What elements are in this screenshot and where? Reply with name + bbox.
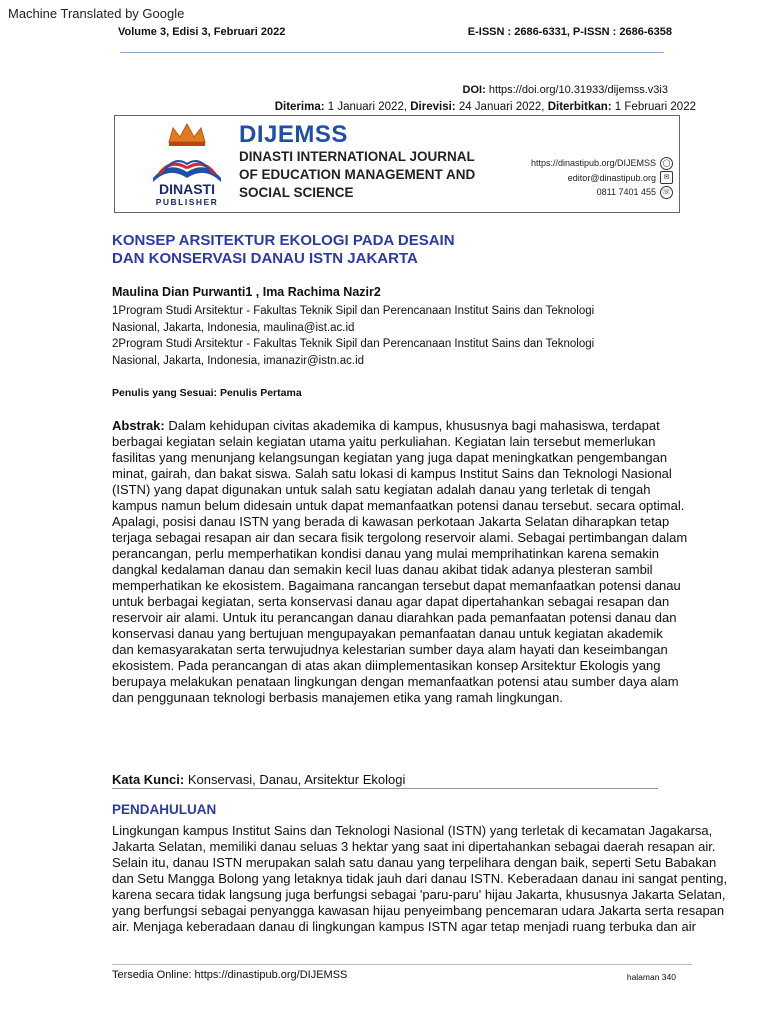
crown-icon bbox=[169, 124, 205, 146]
journal-abbreviation: DIJEMSS bbox=[239, 121, 348, 148]
received-date: 1 Januari 2022, bbox=[324, 101, 411, 113]
affiliation-line: Nasional, Jakarta, Indonesia, maulina@ist.ac.id bbox=[112, 322, 355, 334]
article-title-line1: KONSEP ARSITEKTUR EKOLOGI PADA DESAIN bbox=[112, 232, 455, 249]
keywords-divider bbox=[112, 788, 658, 789]
page-number: halaman 340 bbox=[626, 972, 676, 982]
header-divider bbox=[120, 52, 664, 53]
phone-icon: ☏ bbox=[660, 186, 673, 199]
journal-name-line1: DINASTI INTERNATIONAL JOURNAL bbox=[239, 149, 475, 164]
doi-link[interactable]: https://doi.org/10.31933/dijemss.v3i3 bbox=[485, 84, 668, 96]
journal-website[interactable]: https://dinastipub.org/DIJEMSS bbox=[530, 158, 656, 168]
keywords-label: Kata Kunci: bbox=[112, 772, 185, 787]
corresponding-author: Penulis yang Sesuai: Penulis Pertama bbox=[112, 387, 302, 399]
book-icon bbox=[153, 161, 221, 182]
journal-banner bbox=[114, 115, 680, 213]
globe-icon: ◯ bbox=[660, 157, 673, 170]
dinasti-publisher-logo bbox=[139, 120, 235, 208]
journal-phone: 0811 7401 455 bbox=[596, 187, 656, 197]
revised-date: 24 Januari 2022, bbox=[455, 101, 548, 113]
published-label: Diterbitkan: bbox=[547, 101, 612, 113]
abstract bbox=[112, 418, 688, 706]
footer-divider bbox=[112, 964, 692, 965]
received-label: Diterima: bbox=[274, 101, 325, 113]
logo-subtext: PUBLISHER bbox=[155, 197, 219, 207]
affiliation-line: 2Program Studi Arsitektur - Fakultas Teknik Sipil dan Perencanaan Institut Sains dan Teknologi bbox=[112, 338, 595, 350]
article-authors: Maulina Dian Purwanti1 , Ima Rachima Nazir2 bbox=[112, 285, 381, 299]
article-title-line2: DAN KONSERVASI DANAU ISTN JAKARTA bbox=[112, 250, 418, 267]
introduction-text: Lingkungan kampus Institut Sains dan Teknologi Nasional (ISTN) yang terletak di kecamatan Jagakarsa, Jakarta Selatan, memiliki danau seluas 3 hektar yang saat ini dipertahankan sebagai daerah resapan air. Selain itu, danau ISTN merupakan salah satu danau yang terpelihara dengan baik, seperti Setu Babakan dan Setu Mangga Bolong yang letaknya tidak jauh dari danau ISTN. Keberadaan danau ini sangat penting, karena secara tidak langsung juga berfungsi sebagai 'paru-paru' hijau Jakarta, khususnya Jakarta Selatan, yang berfungsi sebagai penyangga kawasan hijau penyeimbang pencemaran udara Jakarta serta resapan air. Menjaga keberadaan danau di lingkungan kampus ISTN agar tetap menjadi ruang terbuka dan air bbox=[112, 823, 728, 934]
footer-availability[interactable]: Tersedia Online: https://dinastipub.org/DIJEMSS bbox=[112, 969, 348, 981]
journal-email[interactable]: editor@dinastipub.org bbox=[567, 172, 656, 183]
published-date: 1 Februari 2022 bbox=[611, 101, 696, 113]
abstract-text: Dalam kehidupan civitas akademika di kampus, khususnya bagi mahasiswa, terdapat berbagai kegiatan selain kegiatan utama yaitu perkuliahan. Kegiatan lain tersebut memerlukan fasilitas yang menunjang kelangsungan kegiatan yang juga dapat meningkatkan pengembangan minat, gairah, dan bakat siswa. Salah satu lokasi di kampus Institut Sains dan Teknologi Nasional (ISTN) yang dapat digunakan untuk salah satu kegiatan adalah danau yang terletak di tengah kampus namun belum didesain untuk dapat memanfaatkan potensi danau tersebut. secara optimal. Apalagi, posisi danau ISTN yang berada di kawasan perkotaan Jakarta Selatan diharapkan tetap terjaga sebagai resapan air dan secara fisik tergolong reservoir alami. Sebagai pertimbangan dalam perancangan, perlu memperhatikan kondisi danau yang mulai memprihatinkan karena semakin dangkal kedalaman danau dan semakin kecil luas danau akibat tidak adanya plesteran sambil memperhatikan ke ekosistem. Bagaimana rancangan tersebut dapat memanfaatkan potensi danau untuk berbagai kegiatan, serta konservasi danau agar dapat dipertahankan sebagai resapan dan reservoir air alami. Untuk itu perancangan danau diarahkan pada pemanfaatan potensi danau dan konservasi danau yang bertujuan mengupayakan pemanfaatan danau untuk kegiatan akademik dan kemasyarakatan serta terwujudnya kelestarian sumber daya alam hayati dan keseimbangan ekosistem. Pada perancangan di atas akan diimplementasikan konsep Arsitektur Ekologis yang berupaya melakukan penataan lingkungan dengan memanfaatkan potensi atau sumber daya alam dan penggunaan teknologi berbasis manajemen etika yang ramah lingkungan. bbox=[112, 418, 688, 705]
keywords bbox=[112, 772, 405, 787]
affiliation-line: Nasional, Jakarta, Indonesia, imanazir@istn.ac.id bbox=[112, 355, 365, 367]
affiliation-line: 1Program Studi Arsitektur - Fakultas Teknik Sipil dan Perencanaan Institut Sains dan Teknologi bbox=[112, 305, 595, 317]
logo-text: DINASTI bbox=[159, 181, 215, 197]
mail-icon: ✉ bbox=[660, 171, 673, 184]
journal-name-line2: OF EDUCATION MANAGEMENT AND bbox=[239, 167, 476, 182]
article-title bbox=[112, 232, 455, 268]
revised-label: Direvisi: bbox=[410, 101, 456, 113]
abstract-label: Abstrak: bbox=[112, 418, 165, 433]
machine-translated-label: Machine Translated by Google bbox=[8, 6, 185, 21]
journal-title-block bbox=[239, 122, 475, 202]
volume-header: Volume 3, Edisi 3, Februari 2022 bbox=[118, 26, 286, 38]
journal-contact bbox=[531, 156, 673, 200]
doi-line bbox=[463, 84, 668, 96]
section-heading: PENDAHULUAN bbox=[112, 802, 217, 817]
article-dates bbox=[275, 101, 696, 113]
doi-label: DOI: bbox=[462, 84, 486, 96]
journal-name-line3: SOCIAL SCIENCE bbox=[239, 185, 354, 200]
issn-header: E-ISSN : 2686-6331, P-ISSN : 2686-6358 bbox=[467, 26, 672, 38]
keywords-text: Konservasi, Danau, Arsitektur Ekologi bbox=[184, 772, 406, 787]
